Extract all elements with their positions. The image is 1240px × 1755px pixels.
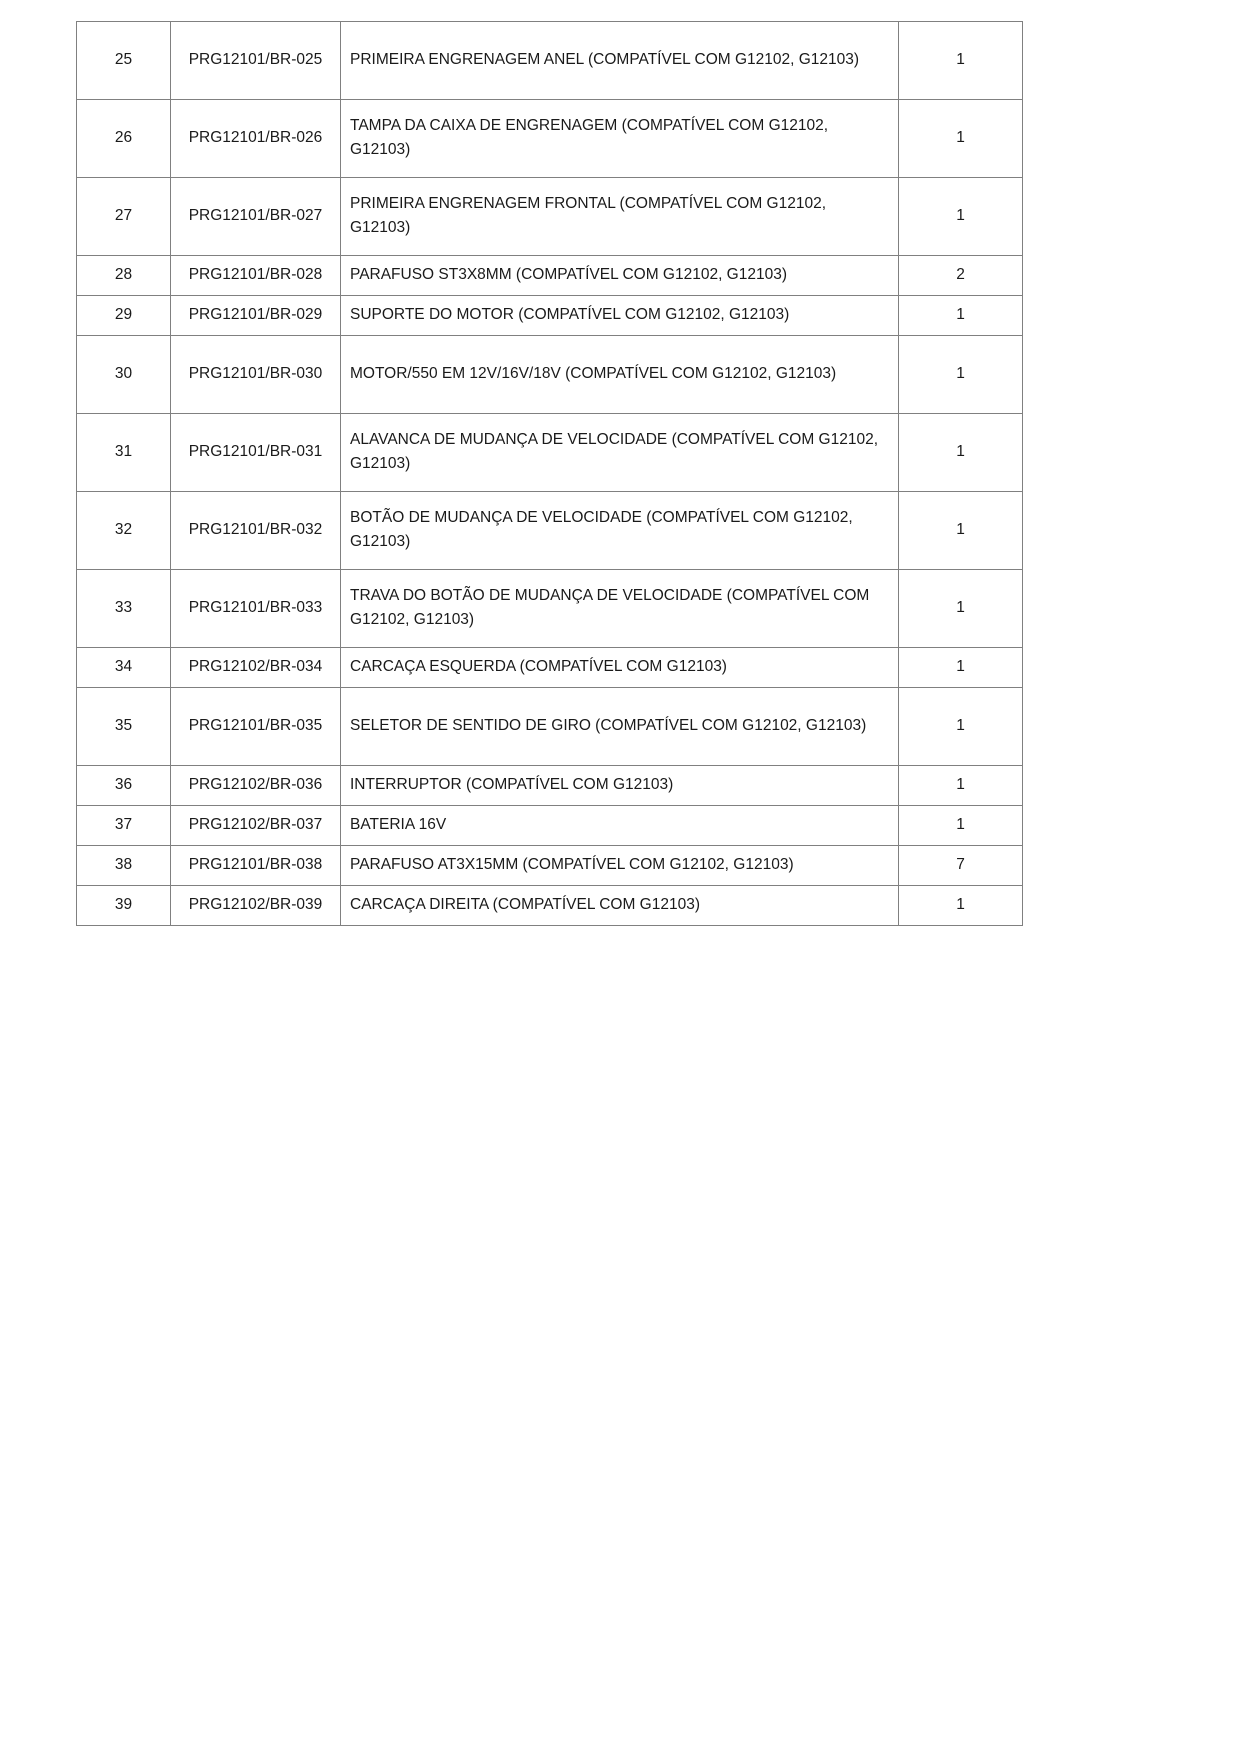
cell-description — [341, 766, 899, 806]
cell-quantity-text: 7 — [956, 856, 965, 874]
cell-code — [171, 22, 341, 100]
cell-description-text: BOTÃO DE MUDANÇA DE VELOCIDADE (COMPATÍVEL COM G12102, G12103) — [350, 509, 853, 551]
cell-code-text: PRG12102/BR-034 — [188, 658, 323, 676]
cell-index — [77, 648, 171, 688]
cell-quantity-text: 1 — [956, 206, 965, 224]
cell-quantity — [899, 570, 1023, 648]
cell-index — [77, 256, 171, 296]
cell-index — [77, 414, 171, 492]
cell-quantity-text: 1 — [956, 896, 965, 914]
cell-quantity-text: 1 — [956, 306, 965, 324]
cell-description — [341, 492, 899, 570]
cell-index-text: 32 — [114, 521, 133, 539]
cell-code — [171, 806, 341, 846]
cell-quantity — [899, 886, 1023, 926]
cell-code — [171, 178, 341, 256]
table-row — [77, 414, 1023, 492]
cell-description — [341, 688, 899, 766]
cell-index-text: 38 — [114, 856, 133, 874]
cell-index — [77, 806, 171, 846]
table-row — [77, 648, 1023, 688]
cell-description — [341, 846, 899, 886]
cell-code — [171, 570, 341, 648]
cell-index — [77, 886, 171, 926]
table-row — [77, 178, 1023, 256]
cell-code-text: PRG12101/BR-026 — [188, 128, 323, 146]
table-row — [77, 22, 1023, 100]
cell-code-text: PRG12101/BR-032 — [188, 521, 323, 539]
cell-code — [171, 648, 341, 688]
cell-description — [341, 100, 899, 178]
table-row — [77, 688, 1023, 766]
cell-description — [341, 570, 899, 648]
cell-description — [341, 886, 899, 926]
cell-quantity-text: 1 — [956, 816, 965, 834]
table-row — [77, 100, 1023, 178]
cell-description-text: TAMPA DA CAIXA DE ENGRENAGEM (COMPATÍVEL COM G12102, G12103) — [350, 116, 829, 158]
cell-description — [341, 256, 899, 296]
cell-quantity — [899, 766, 1023, 806]
cell-index-text: 34 — [114, 658, 133, 676]
cell-code-text: PRG12101/BR-028 — [188, 266, 323, 283]
cell-code-text: PRG12102/BR-036 — [188, 776, 323, 794]
cell-description-text: BATERIA 16V — [350, 816, 447, 834]
cell-code-text: PRG12101/BR-035 — [188, 717, 323, 735]
cell-index — [77, 296, 171, 336]
cell-code-text: PRG12101/BR-025 — [188, 50, 323, 68]
cell-code — [171, 256, 341, 296]
cell-index — [77, 336, 171, 414]
cell-code-text: PRG12102/BR-039 — [188, 896, 323, 914]
cell-code — [171, 886, 341, 926]
parts-list-table-body — [77, 22, 1023, 926]
cell-quantity-text: 1 — [956, 50, 965, 68]
cell-quantity — [899, 296, 1023, 336]
cell-code — [171, 100, 341, 178]
cell-quantity — [899, 256, 1023, 296]
cell-code-text: PRG12101/BR-027 — [188, 206, 323, 224]
cell-code-text: PRG12102/BR-037 — [188, 816, 323, 834]
cell-description — [341, 296, 899, 336]
cell-index-text: 31 — [114, 443, 133, 461]
cell-description-text: SUPORTE DO MOTOR (COMPATÍVEL COM G12102, G12103) — [350, 306, 790, 324]
cell-quantity-text: 1 — [956, 717, 965, 735]
cell-quantity — [899, 806, 1023, 846]
cell-quantity — [899, 846, 1023, 886]
cell-index-text: 26 — [114, 128, 133, 146]
cell-code — [171, 688, 341, 766]
cell-index-text: 28 — [114, 266, 133, 283]
table-row — [77, 492, 1023, 570]
cell-description-text: TRAVA DO BOTÃO DE MUDANÇA DE VELOCIDADE (COMPATÍVEL COM G12102, G12103) — [350, 587, 870, 629]
cell-code-text: PRG12101/BR-033 — [188, 599, 323, 617]
cell-description-text: ALAVANCA DE MUDANÇA DE VELOCIDADE (COMPATÍVEL COM G12102, G12103) — [350, 431, 878, 473]
cell-code — [171, 336, 341, 414]
cell-quantity — [899, 688, 1023, 766]
cell-quantity-text: 1 — [956, 599, 965, 617]
table-row — [77, 336, 1023, 414]
cell-description-text: MOTOR/550 EM 12V/16V/18V (COMPATÍVEL COM G12102, G12103) — [350, 365, 837, 383]
cell-code — [171, 296, 341, 336]
cell-quantity — [899, 414, 1023, 492]
cell-description-text: PRIMEIRA ENGRENAGEM FRONTAL (COMPATÍVEL COM G12102, G12103) — [350, 194, 826, 236]
cell-description-text: PARAFUSO AT3X15MM (COMPATÍVEL COM G12102, G12103) — [350, 856, 794, 874]
cell-quantity — [899, 648, 1023, 688]
cell-description — [341, 414, 899, 492]
cell-code-text: PRG12101/BR-031 — [188, 443, 323, 461]
cell-code — [171, 846, 341, 886]
cell-quantity-text: 1 — [956, 658, 965, 676]
cell-code — [171, 492, 341, 570]
cell-quantity — [899, 336, 1023, 414]
cell-index-text: 29 — [114, 306, 133, 324]
cell-index-text: 33 — [114, 599, 133, 617]
cell-quantity-text: 2 — [956, 266, 965, 283]
cell-index — [77, 492, 171, 570]
cell-code-text: PRG12101/BR-038 — [188, 856, 323, 874]
cell-index — [77, 100, 171, 178]
cell-index — [77, 846, 171, 886]
cell-index-text: 36 — [114, 776, 133, 794]
cell-index — [77, 22, 171, 100]
cell-quantity-text: 1 — [956, 776, 965, 794]
table-row — [77, 570, 1023, 648]
table-row — [77, 886, 1023, 926]
cell-index-text: 30 — [114, 365, 133, 383]
table-row — [77, 766, 1023, 806]
cell-index-text: 25 — [114, 50, 133, 68]
cell-index — [77, 766, 171, 806]
table-row — [77, 296, 1023, 336]
cell-description — [341, 648, 899, 688]
cell-description — [341, 22, 899, 100]
cell-index — [77, 178, 171, 256]
cell-index-text: 39 — [114, 896, 133, 914]
cell-quantity — [899, 492, 1023, 570]
cell-index — [77, 688, 171, 766]
cell-quantity-text: 1 — [956, 365, 965, 383]
cell-code-text: PRG12101/BR-029 — [188, 306, 323, 324]
cell-description-text: CARCAÇA DIREITA (COMPATÍVEL COM G12103) — [350, 896, 700, 914]
cell-quantity-text: 1 — [956, 521, 965, 539]
cell-description — [341, 806, 899, 846]
cell-index-text: 37 — [114, 816, 133, 834]
cell-quantity-text: 1 — [956, 443, 965, 461]
cell-quantity — [899, 178, 1023, 256]
cell-index — [77, 570, 171, 648]
cell-index-text: 35 — [114, 717, 133, 735]
cell-description-text: PARAFUSO ST3X8MM (COMPATÍVEL COM G12102, G12103) — [350, 266, 787, 283]
cell-description-text: CARCAÇA ESQUERDA (COMPATÍVEL COM G12103) — [350, 658, 727, 676]
cell-description — [341, 336, 899, 414]
cell-description-text: INTERRUPTOR (COMPATÍVEL COM G12103) — [350, 776, 674, 794]
cell-code — [171, 414, 341, 492]
cell-quantity-text: 1 — [956, 128, 965, 146]
cell-quantity — [899, 100, 1023, 178]
cell-description-text: SELETOR DE SENTIDO DE GIRO (COMPATÍVEL COM G12102, G12103) — [350, 717, 867, 735]
cell-code-text: PRG12101/BR-030 — [188, 365, 323, 383]
table-row — [77, 256, 1023, 296]
cell-index-text: 27 — [114, 206, 133, 224]
cell-description-text: PRIMEIRA ENGRENAGEM ANEL (COMPATÍVEL COM G12102, G12103) — [350, 50, 860, 68]
cell-code — [171, 766, 341, 806]
parts-list-table — [76, 21, 1023, 926]
table-row — [77, 806, 1023, 846]
cell-quantity — [899, 22, 1023, 100]
cell-description — [341, 178, 899, 256]
table-row — [77, 846, 1023, 886]
